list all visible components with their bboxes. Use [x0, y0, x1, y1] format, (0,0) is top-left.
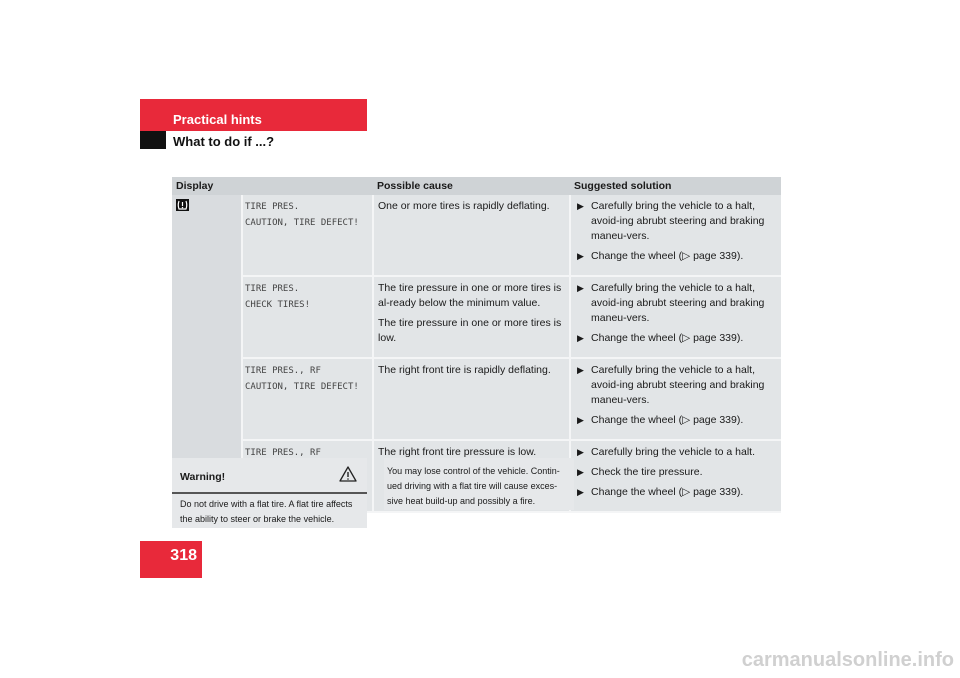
warning-triangle-icon: [339, 466, 357, 482]
list-item: ▶ Carefully bring the vehicle to a halt, avoid-ing abrubt steering and braking maneu-vers.: [577, 200, 765, 242]
display-text: TIRE PRES., RF CAUTION, TIRE DEFECT!: [242, 358, 373, 440]
cause-cell: The right front tire pressure is low.: [373, 440, 570, 512]
arrow-right-icon: ▶: [577, 365, 584, 375]
arrow-right-icon: ▶: [577, 201, 584, 211]
subsection-title: What to do if ...?: [173, 134, 275, 149]
header-marker: [140, 131, 166, 149]
list-item: ▶ Carefully bring the vehicle to a halt.: [577, 446, 756, 458]
display-text: TIRE PRES. CAUTION, TIRE DEFECT!: [242, 195, 373, 276]
column-header-solution: Suggested solution: [570, 177, 781, 195]
list-item: ▶ Carefully bring the vehicle to a halt, avoid-ing abrubt steering and braking maneu-vers.: [577, 282, 765, 324]
cause-cell: The tire pressure in one or more tires is al-ready below the minimum value. The tire pressure in one or more tires is low.: [373, 276, 570, 358]
table-row: [172, 358, 781, 440]
cause-cell: The right front tire is rapidly deflating.: [373, 358, 570, 440]
list-item: ▶ Change the wheel (▷ page 339).: [577, 250, 744, 262]
warning-text-right: You may lose control of the vehicle. Contin-ued driving with a flat tire will cause exces-sive heat build-up and possibly a fire.: [387, 466, 560, 506]
solution-cell: [570, 440, 781, 512]
solution-cell: [570, 276, 781, 358]
list-item: ▶ Change the wheel (▷ page 339).: [577, 414, 744, 426]
list-item: ▶ Change the wheel (▷ page 339).: [577, 486, 744, 498]
arrow-right-icon: ▶: [577, 487, 584, 497]
column-header-display: Display: [172, 177, 373, 195]
solution-cell: [570, 195, 781, 276]
arrow-right-icon: ▶: [577, 415, 584, 425]
display-text: TIRE PRES. CHECK TIRES!: [242, 276, 373, 358]
display-text: TIRE PRES., RF: [242, 440, 373, 512]
section-title: Practical hints: [173, 112, 262, 127]
cause-cell: One or more tires is rapidly deflating.: [373, 195, 570, 276]
tire-pressure-warning-icon: [176, 199, 189, 211]
table-row: [172, 195, 781, 276]
warning-text-left: Do not drive with a flat tire. A flat tire affects the ability to steer or brake the vehicle.: [180, 499, 353, 524]
solution-cell: [570, 358, 781, 440]
arrow-right-icon: ▶: [577, 447, 584, 457]
table-row: [172, 276, 781, 358]
page-number: 318: [140, 541, 202, 578]
list-item: ▶ Change the wheel (▷ page 339).: [577, 332, 744, 344]
arrow-right-icon: ▶: [577, 467, 584, 477]
watermark: carmanualsonline.info: [741, 649, 954, 671]
arrow-right-icon: ▶: [577, 333, 584, 343]
column-header-cause: Possible cause: [373, 177, 570, 195]
table-header-row: [172, 177, 781, 195]
list-item: ▶ Carefully bring the vehicle to a halt, avoid-ing abrubt steering and braking maneu-vers.: [577, 364, 765, 406]
arrow-right-icon: ▶: [577, 251, 584, 261]
warning-title: Warning!: [180, 471, 226, 483]
list-item: ▶ Check the tire pressure.: [577, 466, 703, 478]
arrow-right-icon: ▶: [577, 283, 584, 293]
